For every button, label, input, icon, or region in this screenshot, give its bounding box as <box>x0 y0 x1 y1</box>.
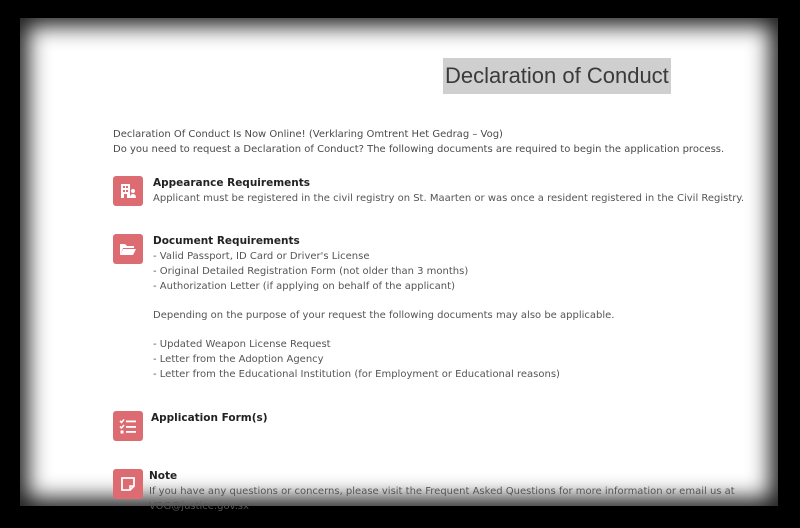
document-item: - Authorization Letter (if applying on behalf of the applicant) <box>153 281 455 292</box>
email-link[interactable]: VOG@justice.gov.sx <box>149 501 250 512</box>
application-forms-link[interactable]: Application Form(s) <box>151 412 268 424</box>
checklist-icon <box>113 411 143 441</box>
folder-open-icon <box>113 234 143 264</box>
outer-frame <box>10 10 790 518</box>
intro-text <box>113 127 724 157</box>
extra-document-item: - Letter from the Educational Institution (for Employment or Educational reasons) <box>153 369 560 380</box>
extra-document-item: - Letter from the Adoption Agency <box>153 354 324 365</box>
appearance-title: Appearance Requirements <box>153 177 311 189</box>
intro-line-2: Do you need to request a Declaration of Conduct? The following documents are required to begin the application process. <box>113 144 725 155</box>
document-item: - Original Detailed Registration Form (not older than 3 months) <box>153 266 469 277</box>
page-title: Declaration of Conduct <box>443 58 671 94</box>
building-user-icon <box>113 176 143 206</box>
document-item: - Valid Passport, ID Card or Driver's License <box>153 251 370 262</box>
intro-line-1: Declaration Of Conduct Is Now Online! (Verklaring Omtrent Het Gedrag – Vog) <box>113 129 503 140</box>
note-icon <box>113 469 143 499</box>
page-panel <box>20 18 778 512</box>
documents-note: Depending on the purpose of your request the following documents may also be applicable. <box>153 310 615 321</box>
note-text: If you have any questions or concerns, please visit the Frequent Asked Questions for more information or email us at <box>149 486 735 497</box>
extra-document-item: - Updated Weapon License Request <box>153 339 331 350</box>
appearance-text: Applicant must be registered in the civil registry on St. Maarten or was once a resident registered in the Civil Registry. <box>153 193 745 204</box>
documents-title: Document Requirements <box>153 235 300 247</box>
note-title: Note <box>149 470 178 482</box>
